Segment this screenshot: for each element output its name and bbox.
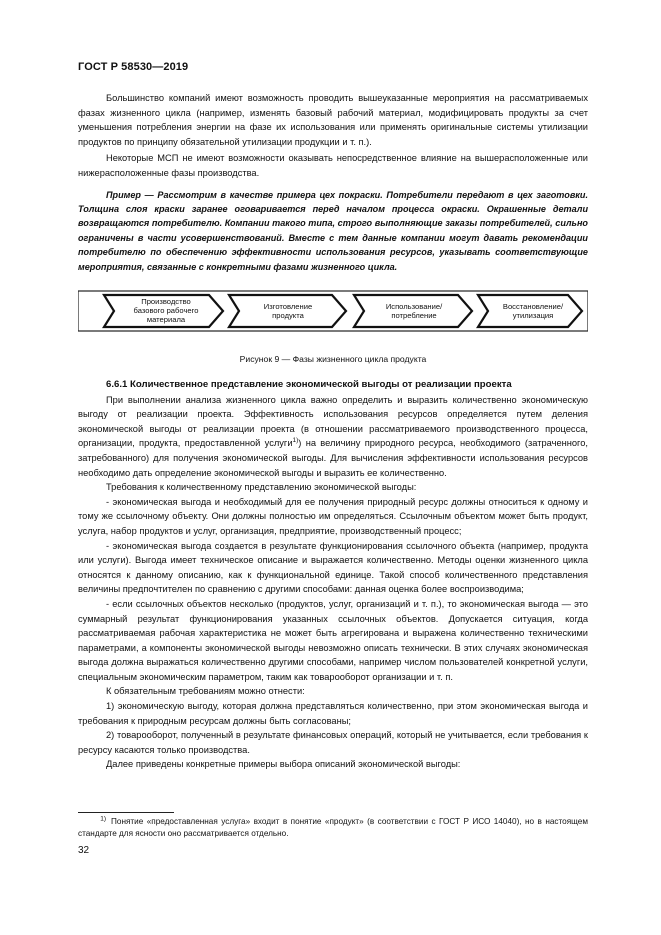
list-item: - если ссылочных объектов несколько (продуктов, услуг, организаций и т. п.), то экономическая выгода — это суммарный результат функционирования указанных ссылочных объектов. Допускается ситуация, когда рассматриваемая рабочая характеристика не может быть агрегирована и выражена количественно техническими параметрами, а компоненты экономической выгоды невозможно описать технически. В этих случаях экономическая выгода должна выражаться количественно другими способами, например числом пользователей конкретной услуги, специальным экономическим параметром, таким как товарооборот организации и т. п. — [78, 598, 588, 682]
standard-designation: ГОСТ Р 58530—2019 — [78, 61, 189, 73]
footnote-text: Понятие «предоставленная услуга» входит в понятие «продукт» (в соответствии с ГОСТ Р ИСО 14040), но в настоящем стандарте для ясности оно рассматривается отдельно. — [78, 817, 588, 839]
list-item: - экономическая выгода и необходимый для ее получения природный ресурс должны относиться к одному и тому же ссылочному объекту. Они должны полностью им определяться. Ссылочным объектом может быть продукт, услуга, набор продуктов и услуг, организация, предприятие, производственный процесс; — [78, 496, 588, 536]
phase-1-line-3: материала — [146, 315, 186, 324]
phase-4-line-2: утилизация — [512, 311, 554, 320]
paragraph: Некоторые МСП не имеют возможности оказывать непосредственное влияние на вышерасположенные или нижерасположенные фазы производства. — [78, 153, 588, 178]
phase-4-line-1: Восстановление/ — [502, 302, 564, 311]
phase-1-line-1: Производство — [141, 297, 191, 306]
section-heading: 6.6.1 Количественное представление экономической выгоды от реализации проекта — [106, 379, 512, 390]
phase-2-line-1: Изготовление — [263, 302, 313, 311]
paragraph: Большинство компаний имеют возможность проводить вышеуказанные мероприятия на рассматриваемых фазах жизненного цикла (например, изменять базовый рабочий материал, модифицировать продукты за счет уменьшения потребления энергии на фазе их использования или применять оригинальные системы утилизации продуктов по принципу обязательной утилизации продукции и т. п.). — [78, 93, 588, 147]
paragraph: Требования к количественному представлению экономической выгоды: — [106, 482, 417, 493]
paragraph: При выполнении анализа жизненного цикла важно определить и выразить количественно экономическую выгоду от реализации проекта. Эффективность использования ресурсов определяется путем деления экономической выгоды от реализации проекта (в отношении рассматриваемого производственного процесса, организации, продукта, предоставленной услуги$^{1)}$) на величину природного ресурса, необходимого (затраченного, затребованного) для получения экономической выгоды. Для вычисления эффективности использования ресурсов необходимо дать определение экономической выгоды и выразить ее количественно. — [78, 394, 588, 478]
phase-3-line-1: Использование/ — [385, 302, 443, 311]
phase-2-line-2: продукта — [272, 311, 304, 320]
example-paragraph: Пример — Рассмотрим в качестве примера цех покраски. Потребители передают в цех заготовки. Толщина слоя краски заранее оговаривается перед началом процесса окраски. Окрашенные детали возвращаются потребителю. Компании такого типа, строго выполняющие заказы потребителей, сильно ограничены в части усовершенствований. Вместе с тем данные компании могут давать рекомендации потребителю по обеспечению эффективности использования ресурсов, указывать соответствующие мероприятия, связанные с конкретными фазами жизненного цикла. — [78, 189, 588, 272]
paragraph: К обязательным требованиям можно отнести: — [106, 686, 305, 697]
footnote-divider — [78, 812, 174, 813]
phase-3-line-2: потребление — [391, 311, 437, 320]
lifecycle-diagram-svg — [78, 283, 588, 339]
paragraph: Далее приведены конкретные примеры выбора описаний экономической выгоды: — [106, 759, 461, 770]
page-number: 32 — [78, 845, 90, 856]
footnote-ref: 1) — [292, 437, 299, 445]
list-item: - экономическая выгода создается в результате функционирования ссылочного объекта (например, продукта или услуги). Выгода имеет техническое описание и выражается количественно. Методы оценки жизненного цикла относятся к данному описанию, как к функциональной единице. Такой способ количественного представления величины предпочтителен по сравнению с другими способами: данная оценка более воспроизводима; — [78, 540, 588, 595]
numbered-item: 1) экономическую выгоду, которая должна представляться количественно, при этом экономическая выгода и требования к природным ресурсам должны быть согласованы; — [78, 701, 588, 726]
lifecycle-phases-diagram — [78, 283, 588, 339]
phase-1-line-2: базового рабочего — [133, 306, 199, 315]
footnote — [78, 816, 588, 841]
numbered-item: 2) товарооборот, полученный в результате финансовых операций, который не учитывается, если требования к ресурсу касаются только производства. — [78, 730, 588, 755]
section-6-6-1 — [78, 378, 588, 772]
figure-caption: Рисунок 9 — Фазы жизненного цикла продукта — [239, 354, 427, 364]
footnote-mark: 1) — [100, 815, 106, 823]
intro-text — [78, 91, 588, 274]
